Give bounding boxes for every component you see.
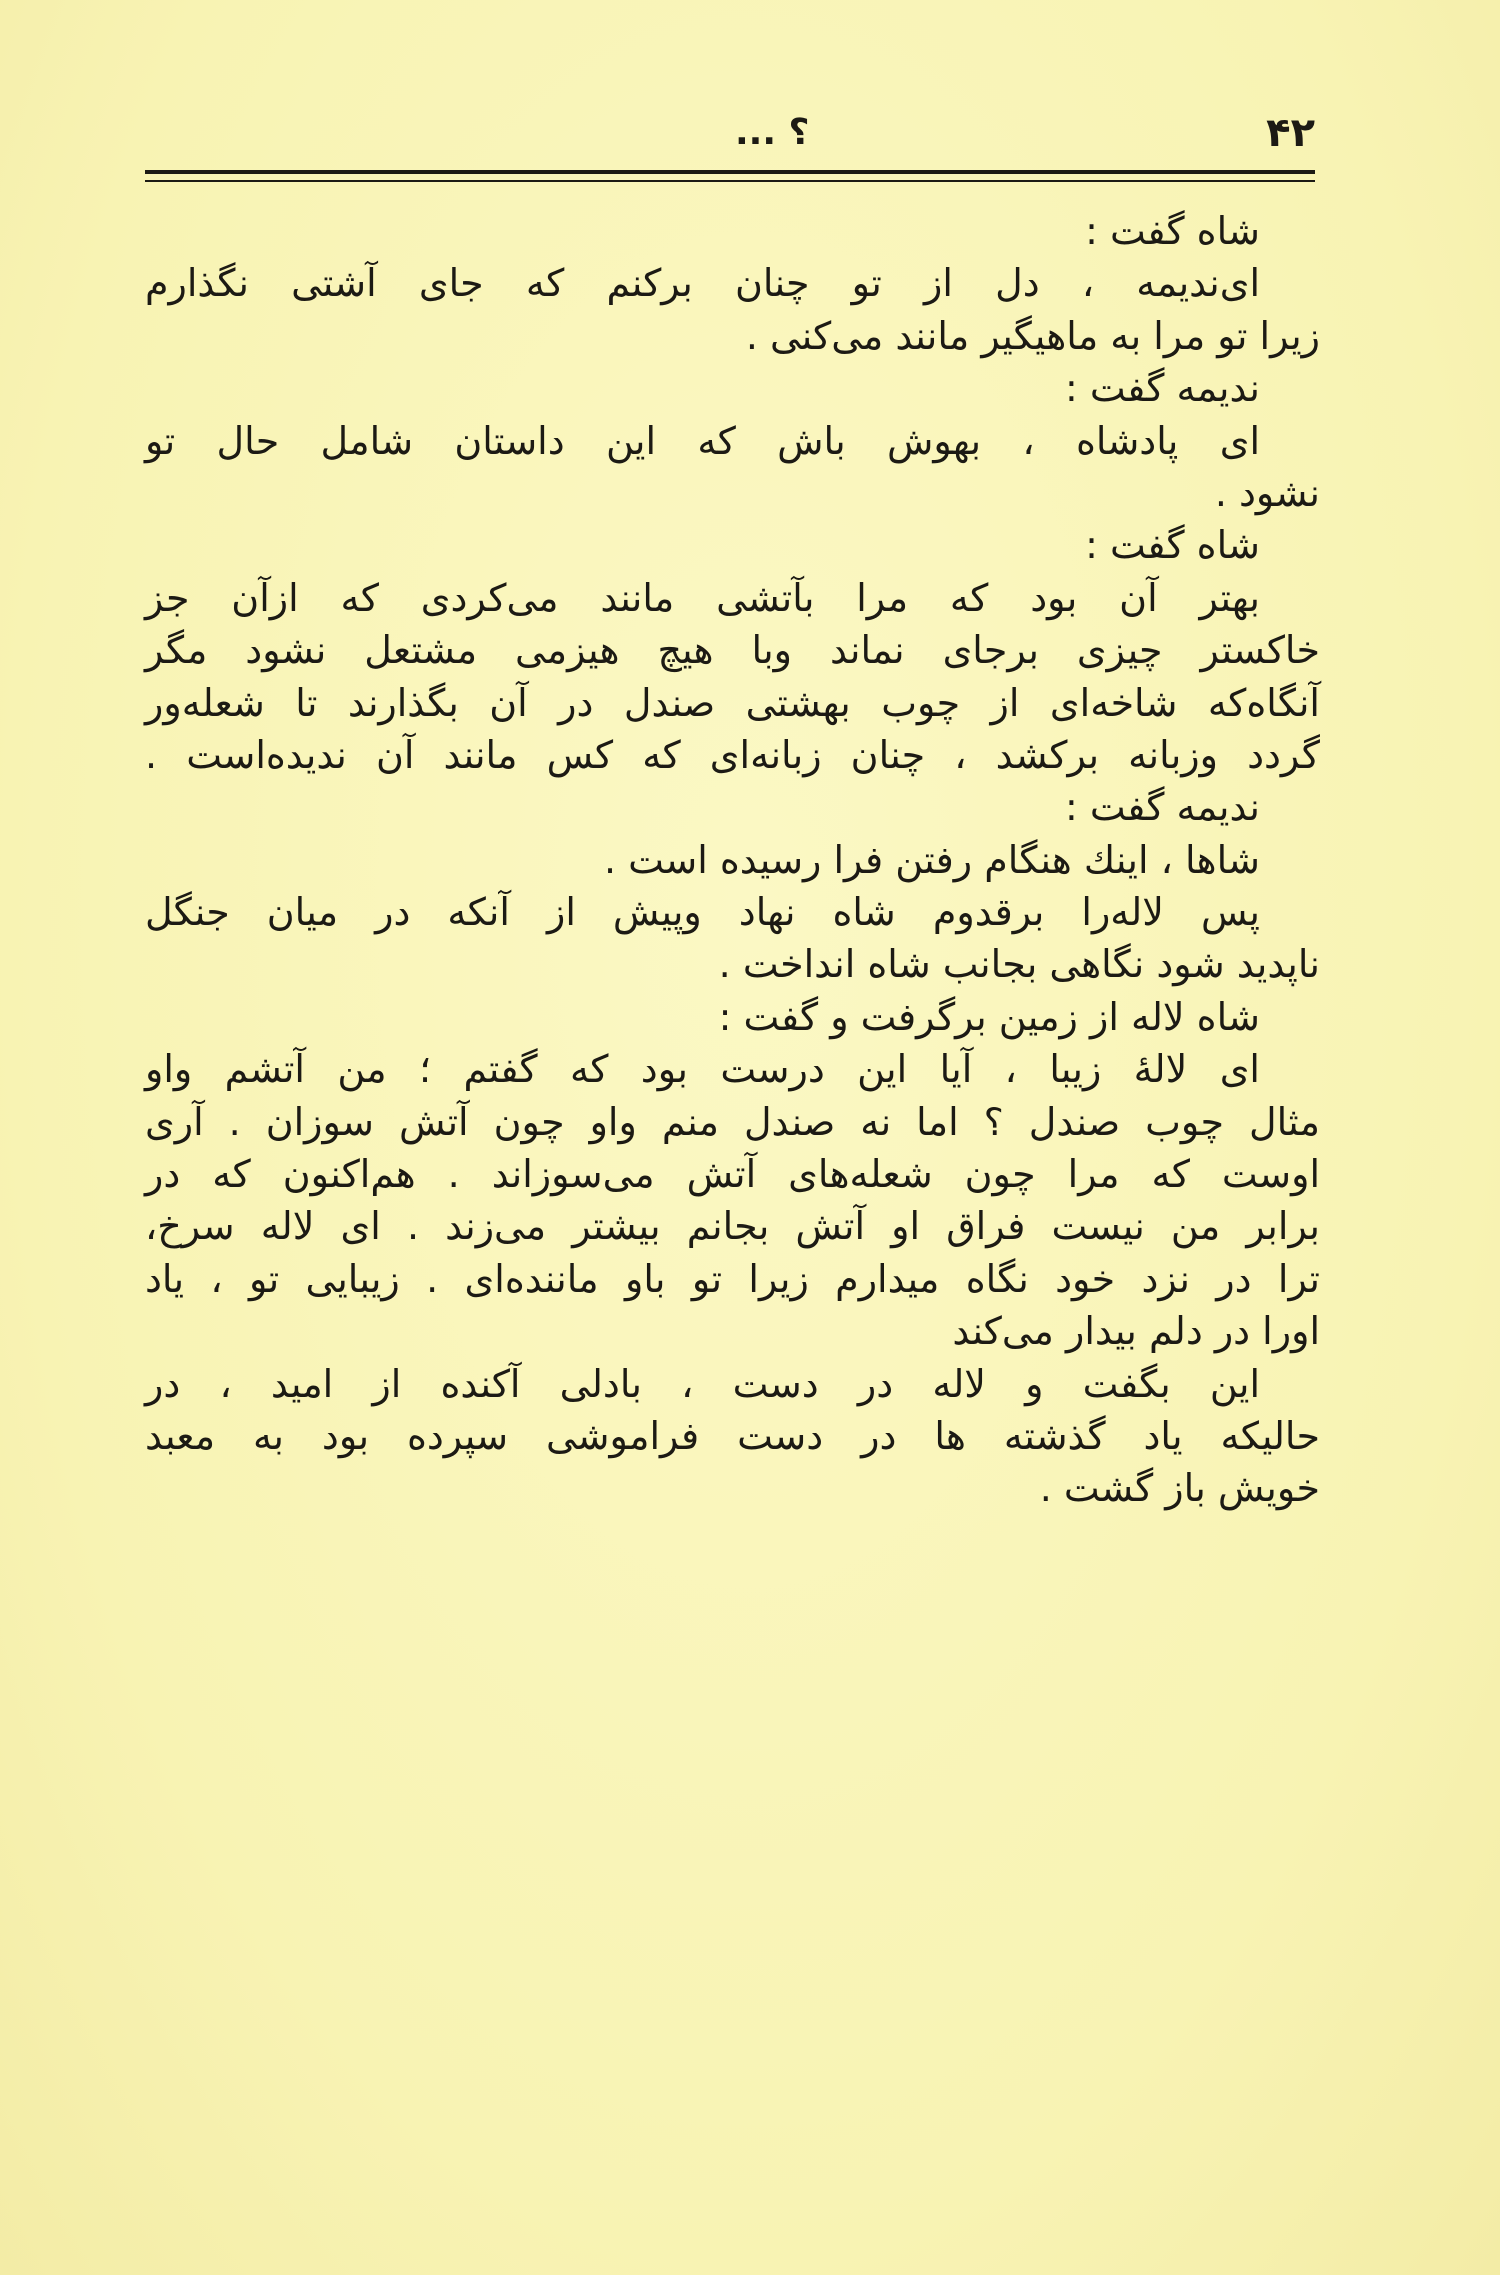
text-line: پس لاله‌را برقدوم شاه نهاد وپیش از آنکه در میان جنگل <box>145 890 1260 935</box>
text-line: زیرا تو مرا به ماهیگیر مانند می‌کنی . <box>745 313 1320 358</box>
text-line: آنگاه‌که شاخه‌ای از چوب بهشتی صندل در آن بگذارند تا شعله‌ور <box>145 680 1320 725</box>
header-rule-thick <box>145 170 1315 174</box>
text-line: بهتر آن بود که مرا بآتشی مانند می‌کردی که ازآن جز <box>145 575 1260 620</box>
text-line: ندیمه گفت : <box>1064 785 1260 830</box>
text-line: ای‌ندیمه ، دل از تو چنان برکنم که جای آشتی نگذارم <box>145 261 1260 306</box>
text-line: اورا در دلم بیدار می‌کند <box>952 1309 1320 1354</box>
running-title: ؟ ... <box>735 112 810 153</box>
text-line: مثال چوب صندل ؟ اما نه صندل منم واو چون آتش سوزان . آری <box>145 1099 1320 1144</box>
page-number: ۴۲ <box>1266 110 1315 156</box>
text-line: ناپدید شود نگاهی بجانب شاه انداخت . <box>718 942 1320 987</box>
header-rule-thin <box>145 180 1315 182</box>
text-line: شاه گفت : <box>1085 523 1260 568</box>
text-line: نشود . <box>1214 470 1320 515</box>
page-header <box>145 108 1315 158</box>
body-text <box>145 205 1320 1515</box>
text-line: خویش باز گشت . <box>1039 1466 1320 1511</box>
text-line: این بگفت و لاله در دست ، بادلی آکنده از امید ، در <box>145 1361 1260 1406</box>
text-line: ای لالهٔ زیبا ، آیا این درست بود که گفتم ؛ من آتشم واو <box>145 1047 1260 1092</box>
text-line: خاکستر چیزی برجای نماند وبا هیچ هیزمی مشتعل نشود مگر <box>145 628 1320 673</box>
text-line: شاه گفت : <box>1085 209 1260 253</box>
text-line: گردد وزبانه برکشد ، چنان زبانه‌ای که کس مانند آن ندیده‌است . <box>145 732 1320 777</box>
text-line: شاها ، اینك هنگام رفتن فرا رسیده است . <box>603 837 1260 882</box>
text-line: حالیکه یاد گذشته ها در دست فراموشی سپرده بود به معبد <box>145 1413 1320 1458</box>
text-line: ترا در نزد خود نگاه میدارم زیرا تو باو ماننده‌ای . زیبایی تو ، یاد <box>145 1256 1320 1301</box>
text-line: برابر من نیست فراق او آتش بجانم بیشتر می‌زند . ای لاله سرخ، <box>145 1204 1320 1249</box>
text-line: ای پادشاه ، بهوش باش که این داستان شامل حال تو <box>145 418 1260 463</box>
text-line: اوست که مرا چون شعله‌های آتش می‌سوزاند . هم‌اکنون که در <box>145 1152 1320 1197</box>
text-line: ندیمه گفت : <box>1064 366 1260 411</box>
text-line: شاه لاله از زمین برگرفت و گفت : <box>718 994 1260 1039</box>
